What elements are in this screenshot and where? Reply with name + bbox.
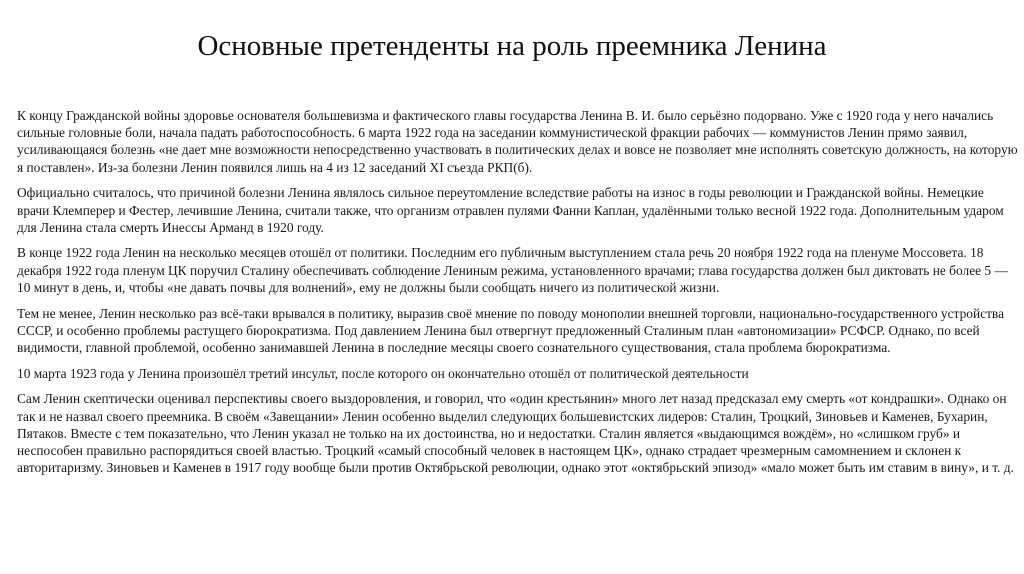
paragraph-withdrawal: В конце 1922 года Ленин на несколько месяцев отошёл от политики. Последним его публичным выступлением стала речь 20 ноября 1922 года на пленуме Моссовета. 18 декабря 1922 года пленум ЦК поручил Сталину обеспечивать соблюдение Лениным режима, установленного врачами; глава государства должен был диктовать не более 5 — 10 минут в день, и, чтобы «не давать почвы для волнений», ему не должны были сообщать ничего из политической жизни. <box>17 245 1008 295</box>
slide-body <box>17 107 1019 485</box>
paragraph-interventions: Тем не менее, Ленин несколько раз всё-таки врывался в политику, выразив своё мнение по поводу монополии внешней торговли, национально-государственного устройства СССР, и особенно проблемы растущего бюрократизма. Под давлением Ленина был отвергнут предложенный Сталиным план «автономизации» РСФСР. Однако, по всей видимости, главной проблемой, особенно занимавшей Ленина в последние месяцы своего сознательного существования, стала проблема бюрократизма. <box>17 305 1005 355</box>
paragraph-third-stroke: 10 марта 1923 года у Ленина произошёл третий инсульт, после которого он окончательно отошёл от политической деятельности <box>17 365 749 381</box>
paragraph-testament: Сам Ленин скептически оценивал перспективы своего выздоровления, и говорил, что «один крестьянин» много лет назад предсказал ему смерть «от кондрашки». Однако он так и не назвал своего преемника. В своём «Завещании» Ленин особенно выделил следующих большевистских лидеров: Сталин, Троцкий, Зиновьев и Каменев, Бухарин, Пятаков. Вместе с тем показательно, что Ленин указал не только на их достоинства, но и недостатки. Сталин является «выдающимся вождём», но «слишком груб» и неспособен правильно распорядиться своей властью. Троцкий «самый способный человек в настоящем ЦК», однако страдает чрезмерным самомнением и склонен к авторитаризму. Зиновьев и Каменев в 1917 году вообще были против Октябрьской революции, однако этот «октябрьский эпизод» «мало может быть им ставим в вину», и т. д. <box>17 391 1014 476</box>
paragraph-official-cause: Официально считалось, что причиной болезни Ленина являлось сильное переутомление вследствие работы на износ в годы революции и Гражданской войны. Немецкие врачи Клемперер и Фестер, лечившие Ленина, считали также, что организм отравлен пулями Фанни Каплан, удалёнными только весной 1922 года. Дополнительным ударом для Ленина стала смерть Инессы Арманд в 1920 году. <box>17 185 1004 235</box>
slide-title: Основные претенденты на роль преемника Ленина <box>197 30 827 62</box>
paragraph-health: К концу Гражданской войны здоровье основателя большевизма и фактического главы государства Ленина В. И. было серьёзно подорвано. Уже с 1920 года у него начались сильные головные боли, начала падать работоспособность. 6 марта 1922 года на заседании коммунистической фракции рабочих — коммунистов Ленин прямо заявил, усиливающаяся болезнь «не дает мне возможности непосредственно участвовать в политических делах и вовсе не позволяет мне исполнять советскую должность, на которую я поставлен». Из-за болезни Ленин появился лишь на 4 из 12 заседаний XI съезда РКП(б). <box>17 108 1018 175</box>
